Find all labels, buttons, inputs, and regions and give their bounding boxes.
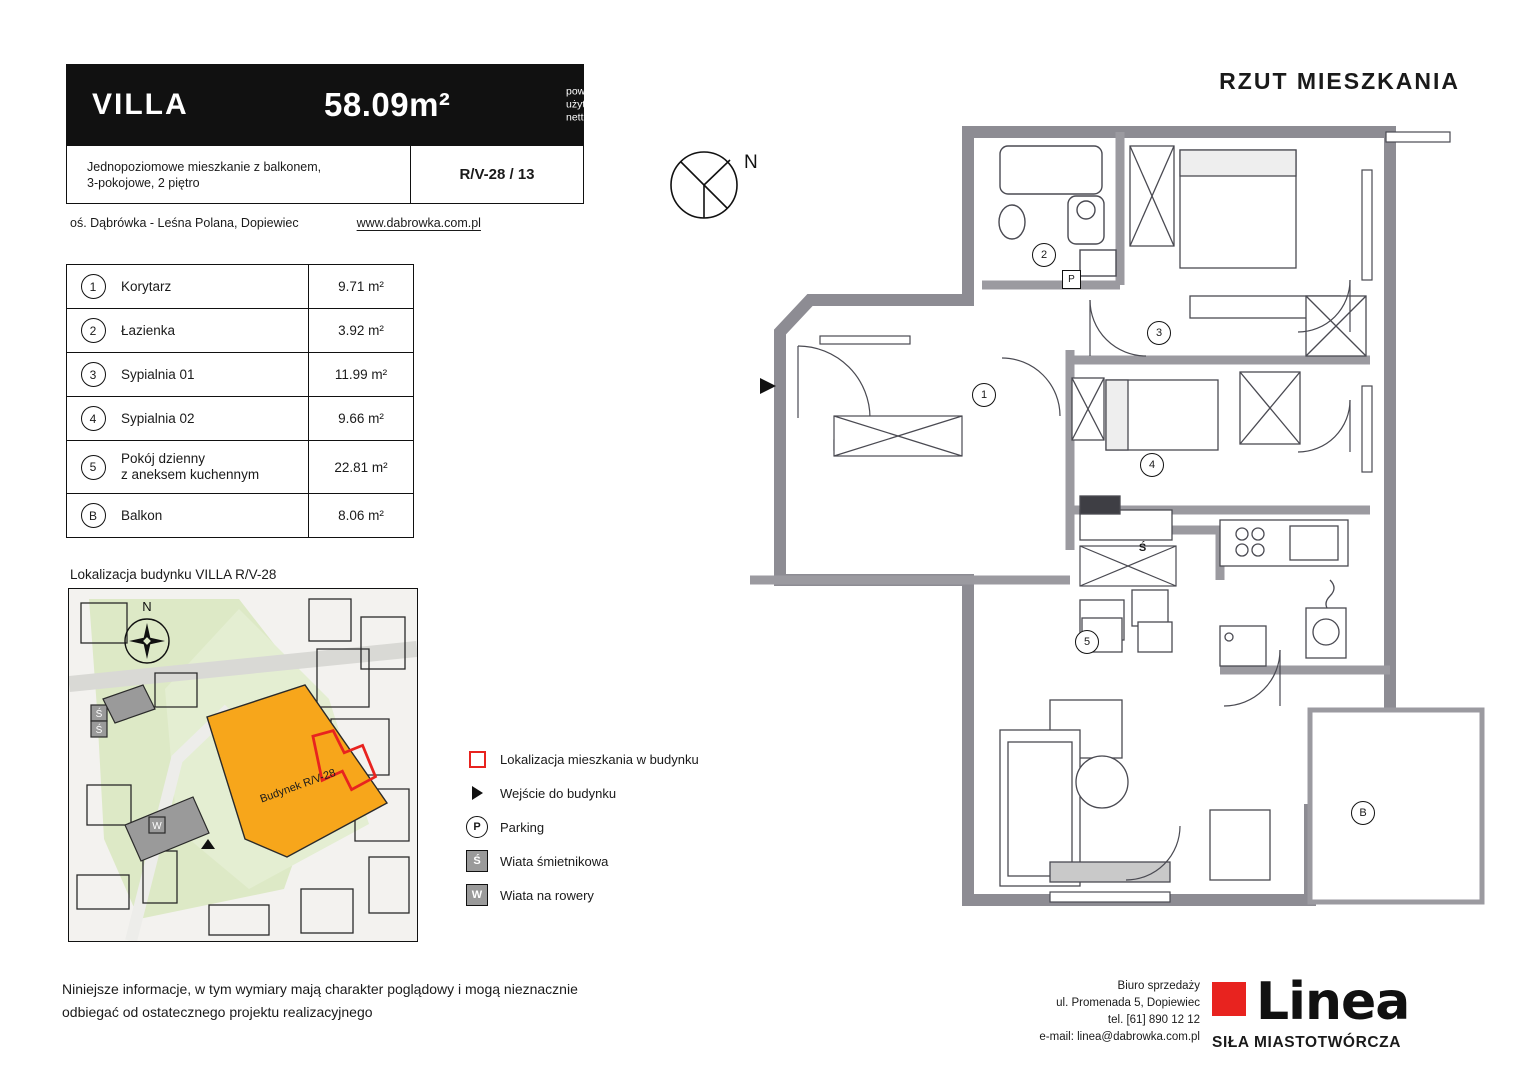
room-number: 4 [67, 406, 119, 431]
legend-label: Lokalizacja mieszkania w budynku [500, 751, 699, 767]
table-row [67, 265, 413, 309]
sales-line4: e-mail: linea@dabrowka.com.pl [1039, 1031, 1200, 1043]
estate-location: oś. Dąbrówka - Leśna Polana, Dopiewiec [70, 216, 299, 230]
black-triangle-icon [460, 786, 494, 800]
legend-item-parking [460, 810, 699, 844]
disclaimer-line2: odbiegać od ostatecznego projektu realizacyjnego [62, 1004, 373, 1020]
rooms-table [66, 264, 414, 538]
header-location-row [66, 204, 584, 242]
plan-waste-marker: Ś [1138, 541, 1147, 554]
compass-label: N [744, 152, 758, 173]
sales-office-info [950, 978, 1200, 1046]
room-number: 1 [67, 274, 119, 299]
area-caption-line3: netto [566, 111, 590, 124]
header-black-bar [66, 64, 628, 146]
website-link[interactable]: www.dabrowka.com.pl [356, 216, 481, 230]
legend-item-bike-shelter [460, 878, 699, 912]
room-area: 11.99 m² [308, 353, 413, 396]
room-area: 9.66 m² [308, 397, 413, 440]
room-marker-1: 1 [972, 383, 996, 407]
description-line1: Jednopoziomowe mieszkanie z balkonem, [87, 159, 322, 174]
room-area: 9.71 m² [308, 265, 413, 308]
room-marker-4: 4 [1140, 453, 1164, 477]
room-name: Balkon [121, 507, 163, 523]
table-row [67, 309, 413, 353]
room-area: 22.81 m² [308, 441, 413, 493]
legend-label: Wejście do budynku [500, 785, 617, 801]
sales-line2: ul. Promenada 5, Dopiewiec [1056, 997, 1200, 1009]
room-number: B [67, 503, 119, 528]
logo-tagline: SIŁA MIASTOTWÓRCZA [1212, 1034, 1402, 1051]
room-area: 3.92 m² [308, 309, 413, 352]
building-label: Budynek R/V-28 [258, 766, 338, 806]
area-caption-line1: powierzchnia [566, 85, 628, 98]
location-map[interactable] [68, 588, 418, 942]
parking-icon: P [460, 816, 494, 838]
location-map-title: Lokalizacja budynku VILLA R/V-28 [70, 567, 277, 582]
disclaimer [62, 978, 578, 1024]
legend-label: Wiata śmietnikowa [500, 853, 609, 869]
room-name: Sypialnia 01 [121, 366, 195, 382]
room-number: 3 [67, 362, 119, 387]
room-marker-2: 2 [1032, 243, 1056, 267]
header-description-row [66, 146, 584, 204]
logo-red-square-icon [1212, 982, 1246, 1016]
room-name: Korytarz [121, 278, 172, 294]
room-marker-balcony: B [1351, 801, 1375, 825]
legend-item-apartment-location [460, 742, 699, 776]
table-row [67, 441, 413, 494]
plan-parking-marker: P [1062, 270, 1081, 289]
logo-wordmark: Linea [1256, 972, 1410, 1032]
room-name: Sypialnia 02 [121, 410, 195, 426]
legend-item-entrance [460, 776, 699, 810]
waste-shelter-icon: Ś [460, 850, 494, 872]
table-row [67, 494, 413, 538]
sales-line3: tel. [61] 890 12 12 [1107, 1014, 1200, 1026]
apartment-header [66, 64, 628, 242]
sales-line1: Biuro sprzedaży [1117, 980, 1200, 992]
waste-shelter-marker-1: Ś [95, 709, 103, 720]
room-number: 2 [67, 318, 119, 343]
entrance-arrow-icon [760, 378, 776, 394]
legend [460, 742, 699, 912]
room-name-line2: z aneksem kuchennym [121, 467, 260, 482]
area-caption-line2: użytkowa [566, 98, 610, 111]
bedroom-02-furniture [1072, 372, 1300, 450]
legend-label: Wiata na rowery [500, 887, 594, 903]
map-compass-label: N [142, 599, 152, 614]
table-row [67, 397, 413, 441]
apartment-area: 58.09m² [324, 86, 451, 123]
room-name-line1: Pokój dzienny [121, 451, 206, 466]
disclaimer-line1: Niniejsze informacje, w tym wymiary mają charakter poglądowy i mogą nieznacznie [62, 981, 578, 997]
apartment-code: R/V-28 / 13 [410, 146, 583, 203]
brand-title: VILLA [92, 88, 189, 121]
waste-shelter-marker-2: Ś [95, 725, 103, 736]
apartment-description [67, 146, 410, 203]
area-caption [566, 86, 627, 125]
location-map-svg [69, 589, 417, 941]
linea-logo [1212, 972, 1470, 1058]
bike-shelter-marker: W [152, 821, 162, 832]
page-title: RZUT MIESZKANIA [1219, 68, 1460, 94]
room-name: Łazienka [121, 322, 176, 338]
room-name [119, 451, 308, 483]
legend-label: Parking [500, 819, 545, 835]
description-line2: 3-pokojowe, 2 piętro [87, 175, 200, 190]
room-area: 8.06 m² [308, 494, 413, 537]
table-row [67, 353, 413, 397]
bike-shelter-icon: W [460, 884, 494, 906]
legend-item-waste-shelter [460, 844, 699, 878]
red-square-icon [460, 751, 494, 768]
floorplan[interactable] [750, 110, 1490, 930]
room-marker-5: 5 [1075, 630, 1099, 654]
room-marker-3: 3 [1147, 321, 1171, 345]
room-number: 5 [67, 455, 119, 480]
floorplan-svg [750, 110, 1490, 930]
